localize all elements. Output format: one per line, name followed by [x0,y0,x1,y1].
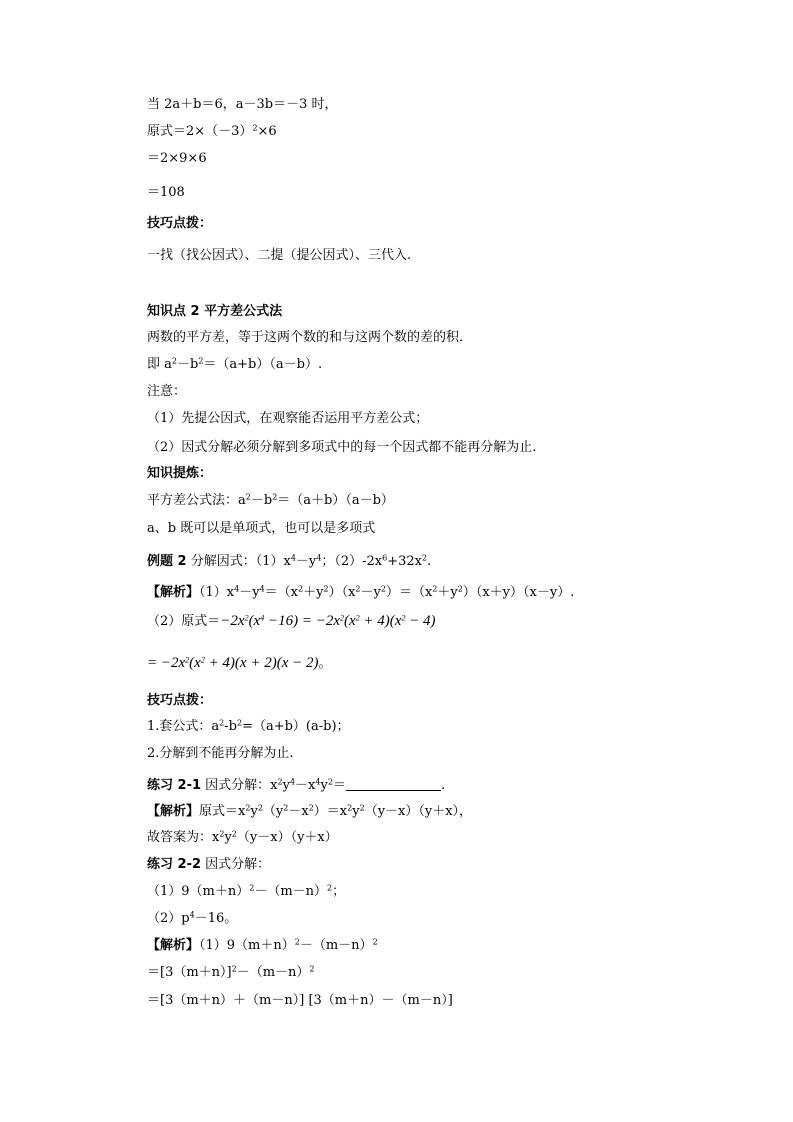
text-line: 2.分解到不能再分解为止. [147,746,294,761]
text-line: 两数的平方差，等于这两个数的和与这两个数的差的积． [147,330,473,345]
formula: $-2x^2(x^4 -16) = -2x^2(x^2 + 4)(x^2 - 4)$ [220,613,436,629]
text-line: a、b 既可以是单项式，也可以是多项式 [147,521,376,536]
text-line: ＝[3（m＋n）＋（m－n）] [3（m＋n）－（m－n）] [147,993,453,1008]
exercise-line: 练习 2-1 因式分解：$x^2y^4-x^4y^2=$ . [147,777,446,793]
text-line: $=[3(m+n)]^2-(m-n)^2$ [147,964,315,980]
section-heading: 技巧点拨： [147,693,213,708]
example-line: 例题 2 分解因式：$(1)x^4-y^4$；$(2)-2x^6+32x^2$. [147,553,432,569]
text-line: 即 $a^2-b^2=(a+b)(a-b)$. [147,356,323,372]
section-heading: 知识提炼： [147,466,213,481]
text-line: （1）先提公因式，在观察能否运用平方差公式； [147,411,429,426]
text-line: 注意： [147,384,187,399]
analysis-line: 【解析】$(1)x^4-y^4=(x^2+y^2)(x^2-y^2)=(x^2+y^2)(x+y)(x-y)$. [147,584,575,600]
section-heading: 知识点 2 平方差公式法 [147,304,283,319]
exercise-line: 练习 2-2 因式分解： [147,857,271,872]
text-line: （2）因式分解必须分解到多项式中的每一个因式都不能再分解为止. [147,440,537,455]
text-line: 平方差公式法：$a^2-b^2=(a+b)(a-b)$ [147,492,394,508]
text-line: $(1)9(m+n)^2-(m-n)^2$； [147,883,346,899]
formula-line: = $-2x^2(x^2 + 4)(x + 2)(x - 2)$。 [147,655,332,671]
analysis-line: 【解析】原式$=x^2y^2(y^2-x^2)=x^2y^2(y-x)(y+x)$， [147,803,473,819]
answer-blank [346,777,441,791]
formula-line: （2）原式$=-2x^2(x^4 -16) = -2x^2(x^2 + 4)(x^2 - 4)$ [147,613,436,629]
text-line: 一找（找公因式）、二提（提公因式）、三代入. [147,248,412,263]
text-line: ＝2×9×6 [147,151,207,166]
text-line: ＝108 [147,185,185,200]
text-line: 1.套公式：$a^2-b^2=(a+b)(a-b)$； [147,718,350,734]
text-line: 原式$=2\times(-3)^2\times 6$ [147,123,277,139]
text-line: $(2)p^4-16$。 [147,910,238,926]
section-heading: 技巧点拨： [147,216,213,231]
formula: = $-2x^2(x^2 + 4)(x + 2)(x - 2)$ [147,655,319,671]
analysis-line: 【解析】$(1)9(m+n)^2-(m-n)^2$ [147,937,378,953]
text-line: 故答案为：$x^2y^2(y-x)(y+x)$ [147,829,338,845]
text-line: 当 2a＋b＝6，a－3b＝－3 时， [147,97,338,112]
